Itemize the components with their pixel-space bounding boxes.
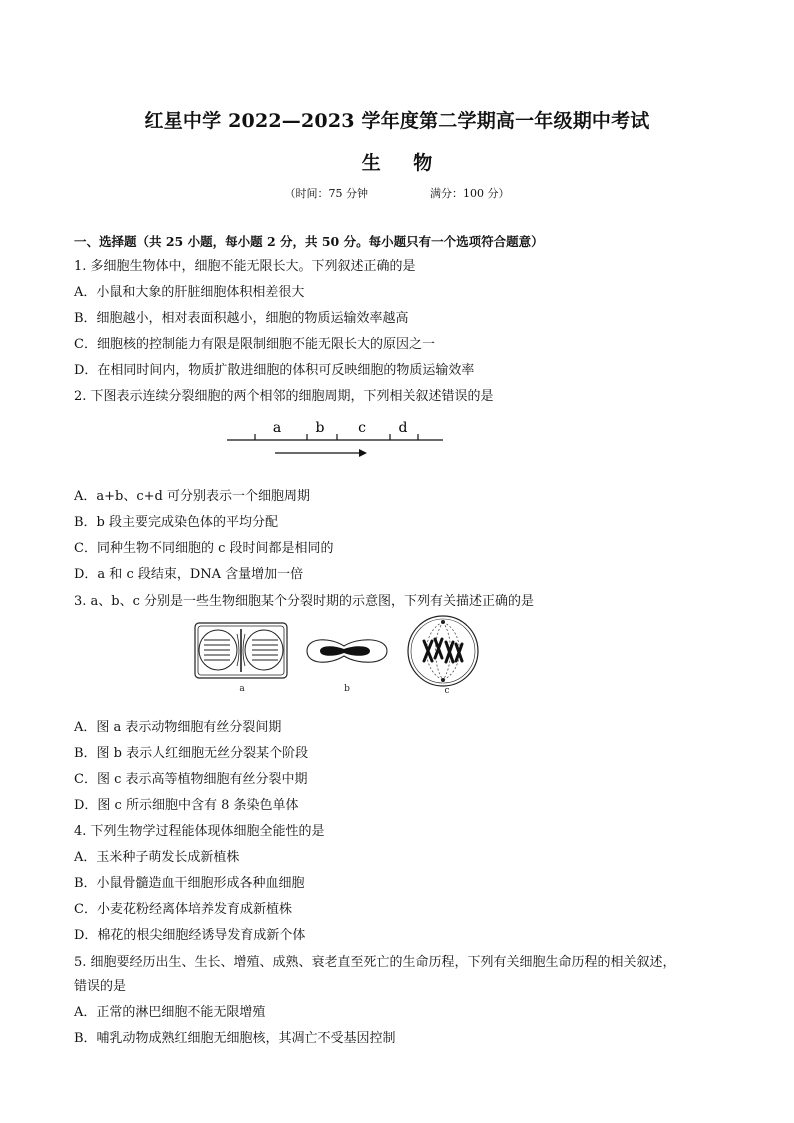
question-1-option-d: D．在相同时间内，物质扩散进细胞的体积可反映细胞的物质运输效率: [74, 363, 475, 378]
question-2-option-d: D．a 和 c 段结束，DNA 含量增加一倍: [74, 567, 304, 582]
figure-c-animal-cell: [408, 616, 478, 686]
figure-label-b: b: [344, 684, 350, 694]
figure-b-amitosis: [307, 640, 387, 662]
question-4-stem: 4. 下列生物学过程能体现体细胞全能性的是: [74, 824, 325, 839]
question-2-stem: 2. 下图表示连续分裂细胞的两个相邻的细胞周期，下列相关叙述错误的是: [74, 389, 494, 404]
exam-time: （时间：75 分钟: [284, 187, 368, 200]
segment-label-a: a: [272, 420, 282, 436]
figure-label-a: a: [239, 684, 245, 694]
question-4-option-b: B．小鼠骨髓造血干细胞形成各种血细胞: [74, 876, 305, 891]
question-5-stem: 5. 细胞要经历出生、生长、增殖、成熟、衰老直至死亡的生命历程，下列有关细胞生命历程的相关叙述，: [74, 955, 676, 970]
figure-a-plant-cell: [195, 623, 287, 678]
question-2-option-b: B．b 段主要完成染色体的平均分配: [74, 515, 279, 530]
segment-label-c: c: [358, 420, 366, 436]
question-5-stem-continued: 错误的是: [74, 979, 127, 994]
subject-title: 生 物: [361, 152, 433, 174]
question-5-option-a: A．正常的淋巴细胞不能无限增殖: [74, 1005, 266, 1020]
question-2-option-a: A．a+b、c+d 可分别表示一个细胞周期: [74, 489, 310, 504]
question-3-option-b: B．图 b 表示人红细胞无丝分裂某个阶段: [74, 746, 309, 761]
question-3-option-c: C．图 c 表示高等植物细胞有丝分裂中期: [74, 772, 308, 787]
cell-cycle-diagram: [225, 414, 447, 460]
question-3-option-a: A．图 a 表示动物细胞有丝分裂间期: [74, 720, 282, 735]
question-1-option-b: B．细胞越小，相对表面积越小，细胞的物质运输效率越高: [74, 311, 409, 326]
cell-division-figures: [190, 614, 490, 698]
question-1-option-a: A．小鼠和大象的肝脏细胞体积相差很大: [74, 285, 305, 300]
exam-meta: [0, 185, 794, 201]
exam-score: 满分：100 分）: [430, 187, 510, 200]
question-4-option-c: C．小麦花粉经离体培养发育成新植株: [74, 902, 292, 917]
question-4-option-d: D．棉花的根尖细胞经诱导发育成新个体: [74, 928, 306, 943]
question-2-option-c: C．同种生物不同细胞的 c 段时间都是相同的: [74, 541, 334, 556]
question-1-stem: 1. 多细胞生物体中，细胞不能无限长大。下列叙述正确的是: [74, 259, 416, 274]
segment-label-b: b: [315, 420, 325, 436]
exam-title: 红星中学 2022—2023 学年度第二学期高一年级期中考试: [144, 110, 650, 132]
section-heading: 一、选择题（共 25 小题，每小题 2 分，共 50 分。每小题只有一个选项符合题意）: [74, 234, 544, 249]
question-1-option-c: C．细胞核的控制能力有限是限制细胞不能无限长大的原因之一: [74, 337, 435, 352]
figure-label-c: c: [444, 686, 450, 696]
question-3-option-d: D．图 c 所示细胞中含有 8 条染色单体: [74, 798, 299, 813]
segment-label-d: d: [398, 420, 408, 436]
question-4-option-a: A．玉米种子萌发长成新植株: [74, 850, 240, 865]
arrow-right-icon: [359, 449, 367, 457]
question-3-stem: 3. a、b、c 分别是一些生物细胞某个分裂时期的示意图，下列有关描述正确的是: [74, 594, 535, 609]
question-5-option-b: B．哺乳动物成熟红细胞无细胞核，其凋亡不受基因控制: [74, 1031, 396, 1046]
